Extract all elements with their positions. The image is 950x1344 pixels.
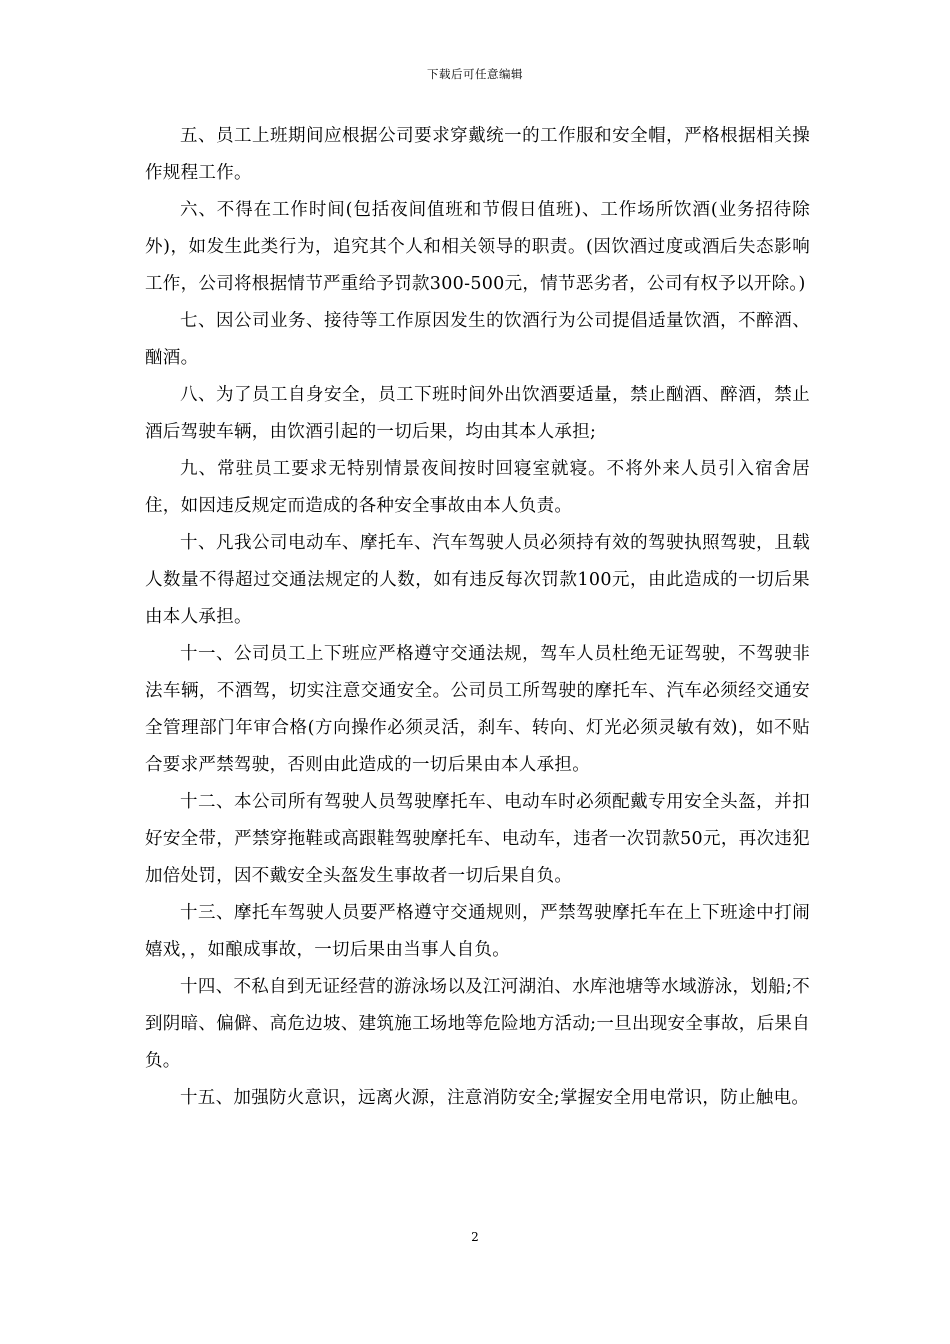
page-number: 2 bbox=[471, 1230, 479, 1244]
document-body bbox=[145, 118, 810, 1117]
paragraph-rule-6: 六、不得在工作时间(包括夜间值班和节假日值班)、工作场所饮酒(业务招待除外)，如发生此类行为，追究其个人和相关领导的职责。(因饮酒过度或酒后失态影响工作，公司将根据情节严重给予罚款300-500元，情节恶劣者，公司有权予以开除。) bbox=[145, 200, 810, 294]
paragraph-rule-11: 十一、公司员工上下班应严格遵守交通法规，驾车人员杜绝无证驾驶，不驾驶非法车辆，不酒驾，切实注意交通安全。公司员工所驾驶的摩托车、汽车必须经交通安全管理部门年审合格(方向操作必须灵活，刹车、转向、灯光必须灵敏有效)，如不贴合要求严禁驾驶，否则由此造成的一切后果由本人承担。 bbox=[145, 644, 810, 775]
paragraph-rule-13: 十三、摩托车驾驶人员要严格遵守交通规则，严禁驾驶摩托车在上下班途中打闹嬉戏，，如酿成事故，一切后果由当事人自负。 bbox=[145, 903, 810, 960]
paragraph-rule-7: 七、因公司业务、接待等工作原因发生的饮酒行为公司提倡适量饮酒，不醉酒、酗酒。 bbox=[145, 311, 810, 368]
paragraph-rule-12: 十二、本公司所有驾驶人员驾驶摩托车、电动车时必须配戴专用安全头盔，并扣好安全带，严禁穿拖鞋或高跟鞋驾驶摩托车、电动车，违者一次罚款50元，再次违犯加倍处罚，因不戴安全头盔发生事故者一切后果自负。 bbox=[145, 792, 810, 886]
paragraph-rule-9: 九、常驻员工要求无特别情景夜间按时回寝室就寝。不将外来人员引入宿舍居住，如因违反规定而造成的各种安全事故由本人负责。 bbox=[145, 459, 810, 516]
paragraph-rule-14: 十四、不私自到无证经营的游泳场以及江河湖泊、水库池塘等水域游泳，划船;不到阴暗、偏僻、高危边坡、建筑施工场地等危险地方活动;一旦出现安全事故，后果自负。 bbox=[145, 977, 810, 1071]
paragraph-rule-10: 十、凡我公司电动车、摩托车、汽车驾驶人员必须持有效的驾驶执照驾驶，且载人数量不得超过交通法规定的人数，如有违反每次罚款100元，由此造成的一切后果由本人承担。 bbox=[145, 533, 810, 627]
paragraph-rule-15: 十五、加强防火意识，远离火源，注意消防安全;掌握安全用电常识，防止触电。 bbox=[180, 1088, 810, 1108]
paragraph-rule-8: 八、为了员工自身安全，员工下班时间外出饮酒要适量，禁止酗酒、醉酒，禁止酒后驾驶车辆，由饮酒引起的一切后果，均由其本人承担; bbox=[145, 385, 810, 442]
paragraph-rule-5: 五、员工上班期间应根据公司要求穿戴统一的工作服和安全帽，严格根据相关操作规程工作。 bbox=[145, 126, 810, 183]
page-header: 下载后可任意编辑 bbox=[427, 67, 523, 81]
